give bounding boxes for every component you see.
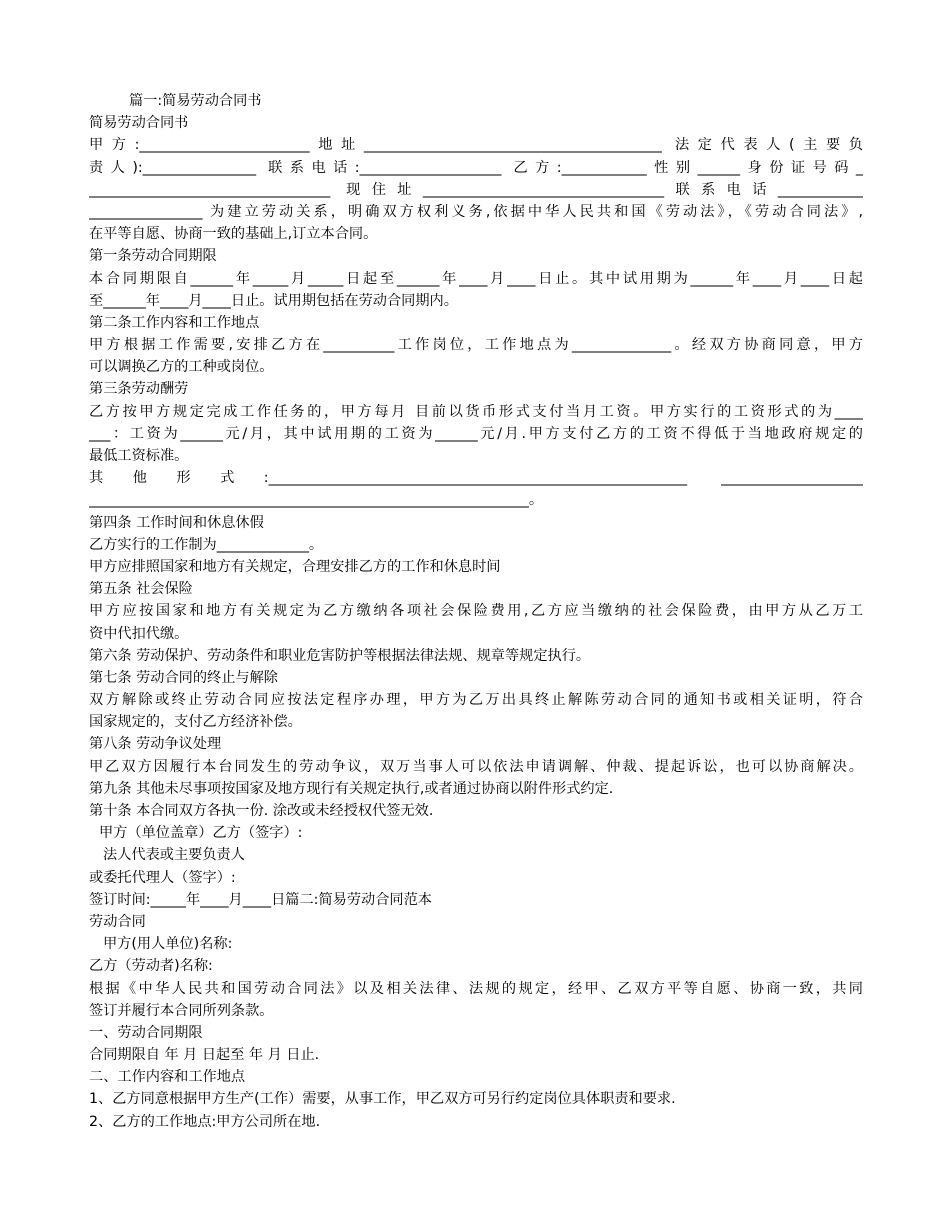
contract-title: 劳动合同 bbox=[89, 913, 146, 930]
text-line: 至______年____月____日止。试用期包括在劳动合同期内。 bbox=[89, 292, 458, 309]
doc-heading: 篇一:简易劳动合同书 bbox=[129, 93, 262, 109]
section-heading: 第八条 劳动争议处理 bbox=[89, 736, 222, 753]
section-heading: 第十条 本合同双方各执一份. 涂改或未经授权代签无效. bbox=[89, 803, 434, 819]
text-line: 乙方按甲方规定完成工作任务的，甲方每月 目前以货币形式支付当月工资。甲方实行的工资形式的为____ bbox=[89, 403, 863, 420]
text-line: 甲乙双方因履行本台同发生的劳动争议，双万当事人可以依法申请调解、仲裁、提起诉讼，也可以协商解决。 bbox=[89, 758, 863, 775]
text-line: __________________________________ 现住址__________________________________联系电话____________ bbox=[89, 181, 863, 198]
signing-date-line: 签订时间:_____年____月____日篇二:简易劳动合同范本 bbox=[89, 891, 432, 908]
text-line: 本合同期限自______年_____月_____日起至______年____月____日止。其中试用期为______年____月____日起 bbox=[89, 270, 863, 287]
signature-line: 法人代表或主要负责人 bbox=[103, 847, 245, 864]
text-line: 1、乙方同意根据甲方生产(工作）需要，从事工作，甲乙双方可另行约定岗位具体职责和要求. bbox=[89, 1091, 676, 1108]
section-heading: 第六条 劳动保护、劳动条件和职业危害防护等根据法律法规、规章等规定执行。 bbox=[89, 647, 591, 664]
text-line: ________________ 为建立劳动关系，明确双方权利义务,依据中华人民共和国《劳动法》，《劳动合同法》, bbox=[89, 203, 863, 220]
text-line: 甲方应按国家和地方有关规定为乙方缴纳各项社会保险费用,乙方应当缴纳的社会保险费，由甲方从乙万工 bbox=[89, 603, 863, 620]
text-line: 乙方实行的工作制为_____________。 bbox=[89, 536, 324, 553]
text-line: 双方解除或终止劳动合同应按法定程序办理，甲方为乙万出具终止解陈劳动合同的通知书或相关证明，符合 bbox=[89, 692, 863, 709]
text-line: 根据《中华人民共和国劳动合同法》以及相关法律、法规的规定，经甲、乙双方平等自愿、协商一致，共同 bbox=[89, 980, 863, 997]
text-line: 其他形式:___________________________________________________________ ____________________ bbox=[89, 470, 863, 487]
section-heading: 第三条劳动酬劳 bbox=[89, 381, 189, 398]
text-line: 签订并履行本合同所列条款。 bbox=[89, 1002, 274, 1019]
text-line: 甲方:________________________地址__________________________________________ 法定代表人(主要负 bbox=[89, 137, 863, 154]
contract-document bbox=[89, 90, 863, 1133]
section-heading: 第五条 社会保险 bbox=[89, 581, 193, 598]
section-heading: 一、劳动合同期限 bbox=[89, 1024, 203, 1041]
text-line: 甲方(用人单位)名称: bbox=[103, 936, 233, 953]
section-heading: 第九条 其他未尽事项按国家及地方现行有关规定执行,或者通过协商以附件形式约定. bbox=[89, 780, 614, 797]
signature-line: 或委托代理人（签字）: bbox=[89, 869, 236, 886]
text-line: 可以调换乙方的工种或岗位。 bbox=[89, 359, 274, 376]
text-line: 在平等自愿、协商一致的基础上,订立本合同。 bbox=[89, 226, 378, 243]
text-line: 合同期限自 年 月 日起至 年 月 日止. bbox=[89, 1047, 320, 1064]
text-line: 资中代扣代缴。 bbox=[89, 625, 189, 642]
text-line: 最低工资标准。 bbox=[89, 448, 189, 464]
section-heading: 第二条工作内容和工作地点 bbox=[89, 314, 260, 331]
signature-line: 甲方（单位盖章）乙方（签字）: bbox=[99, 825, 303, 842]
text-line: 甲方应排照国家和地方有关规定，合理安排乙方的工作和休息时间 bbox=[89, 558, 501, 575]
text-line: ___：工资为______元/月，其中试用期的工资为______元/月.甲方支付乙方的工资不得低于当地政府规定的 bbox=[89, 425, 863, 442]
contract-title: 简易劳动合同书 bbox=[89, 115, 189, 132]
text-line: 责人):________________ 联系电话:____________________ 乙方:____________性别______身份证号码_ bbox=[89, 159, 863, 176]
section-heading: 第七条 劳动合同的终止与解除 bbox=[89, 669, 278, 686]
text-line: 乙方（劳动者)名称: bbox=[89, 958, 213, 975]
section-heading: 第一条劳动合同期限 bbox=[89, 248, 217, 265]
text-line: 国家规定的，支付乙方经济补偿。 bbox=[89, 714, 302, 731]
text-line: ______________________________________________________________。 bbox=[89, 492, 544, 509]
section-heading: 二、工作内容和工作地点 bbox=[89, 1069, 246, 1086]
text-line: 2、乙方的工作地点:甲方公司所在地. bbox=[89, 1113, 321, 1130]
text-line: 甲方根据工作需要,安排乙方在__________工作岗位，工作地点为______________。经双方协商同意，甲方 bbox=[89, 337, 863, 354]
section-heading: 第四条 工作时间和休息休假 bbox=[89, 514, 264, 531]
